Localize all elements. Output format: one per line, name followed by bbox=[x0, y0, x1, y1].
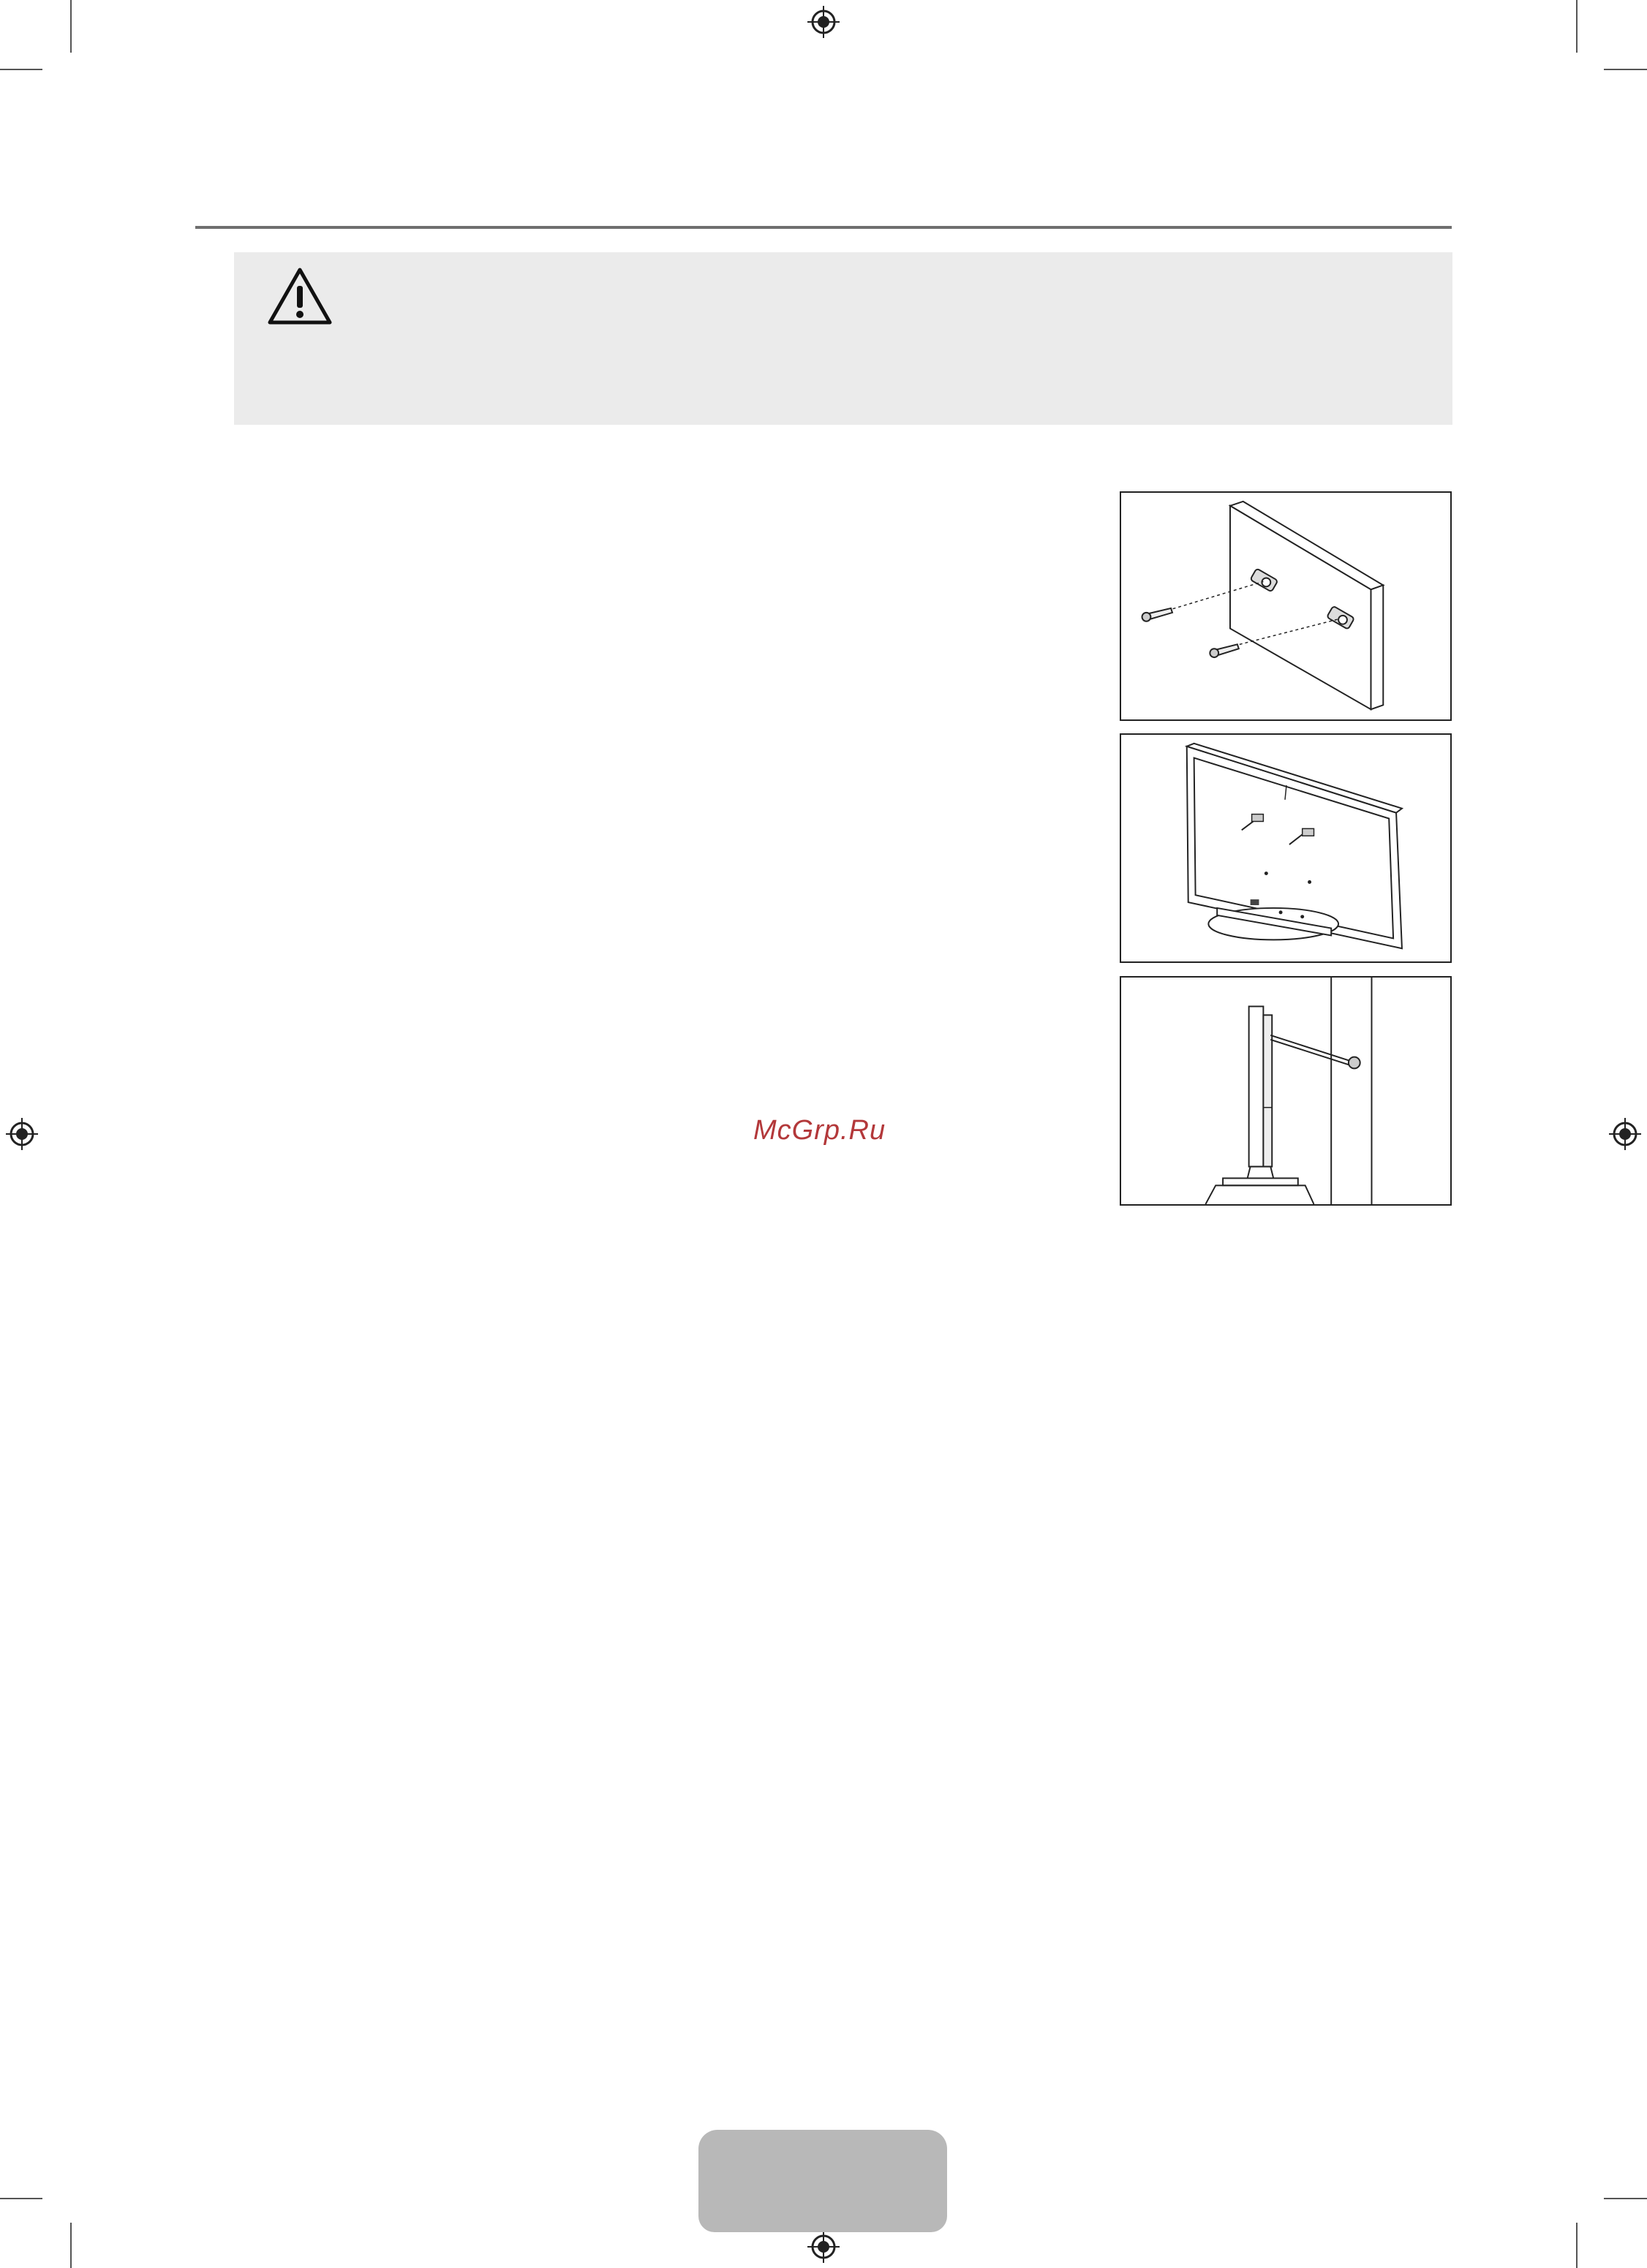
registration-mark-icon bbox=[1609, 1118, 1641, 1150]
tv-tied-to-wall-illustration bbox=[1121, 978, 1450, 1204]
wall-bracket-screws-illustration bbox=[1121, 493, 1450, 719]
crop-mark bbox=[1604, 69, 1647, 70]
warning-triangle-icon bbox=[266, 265, 333, 327]
section-header-rule bbox=[195, 226, 1452, 229]
registration-mark-icon bbox=[807, 2231, 840, 2263]
crop-mark bbox=[0, 2198, 42, 2199]
figure-tv-tied-to-wall bbox=[1120, 976, 1452, 1206]
crop-mark bbox=[70, 0, 72, 53]
figure-wall-brackets bbox=[1120, 491, 1452, 721]
crop-mark bbox=[70, 2223, 72, 2268]
watermark: McGrp.Ru bbox=[753, 1115, 886, 1146]
figure-tv-rear-brackets bbox=[1120, 733, 1452, 963]
crop-mark bbox=[1576, 2223, 1578, 2268]
crop-mark bbox=[1576, 0, 1578, 53]
page-number-tab bbox=[698, 2130, 947, 2232]
crop-mark bbox=[0, 69, 42, 70]
crop-mark bbox=[1604, 2198, 1647, 2199]
registration-mark-icon bbox=[807, 6, 840, 38]
registration-mark-icon bbox=[6, 1118, 38, 1150]
caution-box bbox=[234, 252, 1452, 425]
tv-rear-bracket-screws-illustration bbox=[1121, 735, 1450, 961]
